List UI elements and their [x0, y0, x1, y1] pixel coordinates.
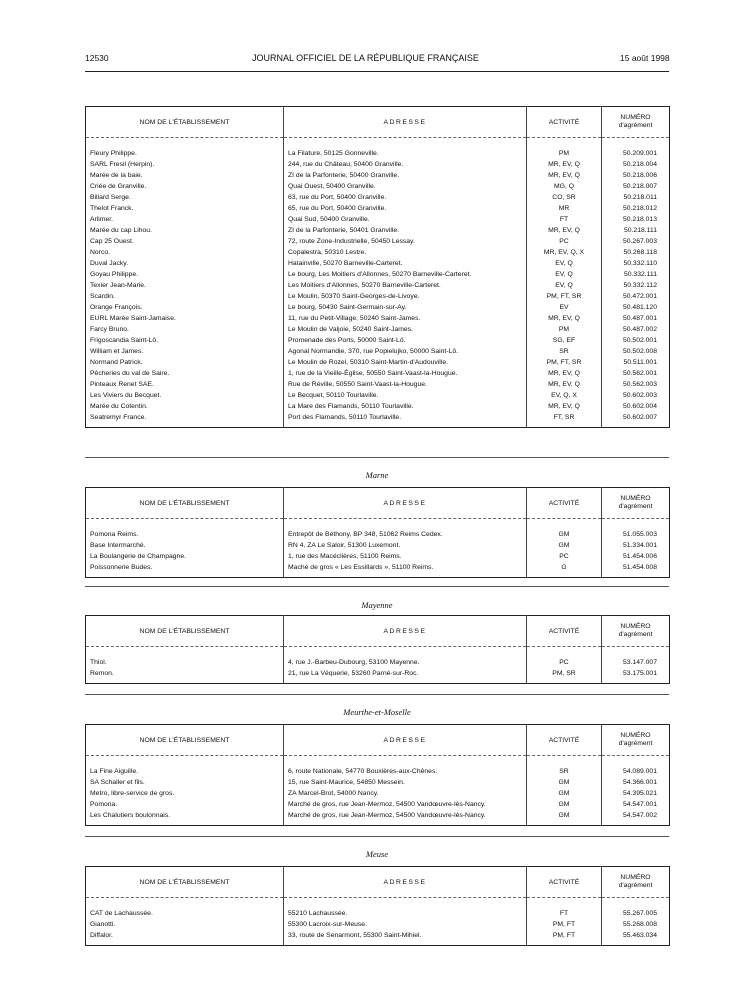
establishments-table	[85, 724, 670, 826]
establishment-name: Pinteaux Renet SAE.	[90, 381, 154, 388]
establishment-activity: MR, EV, Q	[527, 379, 602, 390]
approval-number: 50.218.111	[602, 225, 670, 236]
establishment-activity: PM	[527, 324, 602, 335]
table-row	[86, 401, 670, 412]
approval-number: 50.332.110	[602, 258, 670, 269]
establishment-name: Marée du cap Lihou.	[90, 227, 152, 234]
establishment-address: RN 4, ZA Le Saloir, 51300 Luxemont.	[284, 540, 527, 551]
approval-number: 50.481.120	[602, 302, 670, 313]
approval-number: 50.502.001	[602, 335, 670, 346]
approval-number: 50.602.007	[602, 412, 670, 423]
table-row	[86, 412, 670, 423]
table-row	[86, 799, 670, 810]
section-title: Marne	[365, 470, 389, 480]
column-header-name: NOM DE L'ÉTABLISSEMENT	[86, 867, 284, 898]
establishment-activity: FT, SR	[527, 412, 602, 423]
establishment-name: Gianotti.	[90, 921, 116, 928]
column-header-number-line2: d'agrément	[618, 503, 653, 510]
establishment-name: La Boulangerie de Champagne.	[90, 553, 186, 560]
column-header-number	[602, 616, 670, 647]
column-header-number-line1: NUMÉRO	[620, 114, 651, 121]
establishment-name: Thiol.	[90, 659, 107, 666]
establishments-table	[85, 866, 670, 946]
establishment-address: 33, route de Senarmont, 55300 Saint-Mihiel.	[284, 930, 527, 941]
table-row	[86, 657, 670, 668]
establishment-name: SARL Fresil (Herpin).	[90, 161, 155, 168]
table-row	[86, 668, 670, 679]
establishment-activity: GM	[527, 777, 602, 788]
section-separator	[85, 586, 669, 587]
establishment-activity: CO, SR	[527, 192, 602, 203]
establishment-address: 244, rue du Château, 50400 Granville.	[284, 159, 527, 170]
establishment-name: Orange François.	[90, 304, 143, 311]
column-header-activity: ACTIVITÉ	[527, 616, 602, 647]
establishment-activity: PC	[527, 657, 602, 668]
approval-number: 53.147.007	[602, 657, 670, 668]
establishment-address: Le Becquet, 50110 Tourlaville.	[284, 390, 527, 401]
establishment-activity: PM, FT	[527, 930, 602, 941]
table-row	[86, 390, 670, 401]
establishment-activity: MG, Q	[527, 181, 602, 192]
establishment-address: 63, rue du Port, 50400 Granville.	[284, 192, 527, 203]
establishment-activity: SR	[527, 346, 602, 357]
establishment-name: Les Chalutiers boulonnais.	[90, 812, 171, 819]
table-row	[86, 551, 670, 562]
establishment-name: Texier Jean-Marie.	[90, 282, 146, 289]
table-row	[86, 368, 670, 379]
column-header-address: ADRESSE	[284, 488, 527, 519]
establishment-address: Entrepôt de Béthony, BP 348, 51062 Reims Cedex.	[284, 529, 527, 540]
approval-number: 50.218.007	[602, 181, 670, 192]
establishment-address: Le Moulin de Rozel, 50310 Saint-Martin-d'Audouville.	[284, 357, 527, 368]
table-row	[86, 170, 670, 181]
table-row	[86, 919, 670, 930]
section-separator	[85, 457, 669, 458]
establishment-address: Les Moitiers d'Allonnes, 50270 Barneville-Carteret.	[284, 280, 527, 291]
approval-number: 55.267.005	[602, 908, 670, 919]
establishment-activity: MR, EV, Q	[527, 401, 602, 412]
column-header-address: ADRESSE	[284, 616, 527, 647]
establishment-name: Marée du Cotentin.	[90, 403, 148, 410]
approval-number: 50.218.011	[602, 192, 670, 203]
approval-number: 50.268.118	[602, 247, 670, 258]
establishments-table	[85, 106, 670, 428]
establishment-name: Criée de Granville.	[90, 183, 147, 190]
column-header-number-line2: d'agrément	[618, 631, 653, 638]
establishment-address: 65, rue du Port, 50400 Granville.	[284, 203, 527, 214]
establishment-name: Cap 25 Ouest.	[90, 238, 134, 245]
approval-number: 54.395.021	[602, 788, 670, 799]
approval-number: 50.332.111	[602, 269, 670, 280]
table-row	[86, 203, 670, 214]
column-header-activity: ACTIVITÉ	[527, 488, 602, 519]
approval-number: 51.454.006	[602, 551, 670, 562]
establishment-activity: PM	[527, 148, 602, 159]
approval-number: 54.547.001	[602, 799, 670, 810]
establishment-activity: PM, FT, SR	[527, 291, 602, 302]
establishment-address: 11, rue du Petit-Village, 50240 Saint-James.	[284, 313, 527, 324]
approval-number: 55.463.034	[602, 930, 670, 941]
establishment-address: La Mare des Flamands, 50110 Tourlaville.	[284, 401, 527, 412]
establishment-activity: GM	[527, 788, 602, 799]
table-row	[86, 562, 670, 573]
table-row	[86, 181, 670, 192]
table-row	[86, 236, 670, 247]
establishment-name: Normand Patrick.	[90, 359, 143, 366]
establishment-name: Poissonnerie Budes.	[90, 564, 153, 571]
establishment-address: 1, rue de la Vieille-Église, 50550 Saint-Vaast-la-Hougue.	[284, 368, 527, 379]
table-row	[86, 280, 670, 291]
column-header-number-line1: NUMÉRO	[620, 732, 651, 739]
establishment-name: Remon.	[90, 670, 114, 677]
approval-number: 55.268.008	[602, 919, 670, 930]
column-header-number	[602, 725, 670, 756]
establishment-activity: SR	[527, 766, 602, 777]
approval-number: 50.511.001	[602, 357, 670, 368]
establishment-address: Port des Flamands, 50110 Tourlaville.	[284, 412, 527, 423]
column-header-number	[602, 488, 670, 519]
approval-number: 50.562.003	[602, 379, 670, 390]
establishment-activity: MR, EV, Q	[527, 313, 602, 324]
table-row	[86, 324, 670, 335]
table-row	[86, 225, 670, 236]
section-title: Mayenne	[361, 600, 393, 610]
establishment-activity: EV	[527, 302, 602, 313]
column-header-number-line1: NUMÉRO	[620, 495, 651, 502]
establishment-activity: MR, EV, Q, X	[527, 247, 602, 258]
approval-number: 50.218.006	[602, 170, 670, 181]
section-title: Meuse	[365, 849, 389, 859]
table-row	[86, 930, 670, 941]
approval-number: 50.562.001	[602, 368, 670, 379]
table-header-row	[86, 616, 670, 647]
establishment-name: La Fine Aiguille.	[90, 768, 138, 775]
establishment-activity: MR, EV, Q	[527, 170, 602, 181]
approval-number: 50.209.001	[602, 148, 670, 159]
establishment-name: Fleury Philippe.	[90, 150, 137, 157]
journal-title: JOURNAL OFFICIEL DE LA RÉPUBLIQUE FRANÇAISE	[252, 53, 479, 63]
establishment-name: SA Schaller et fils.	[90, 779, 145, 786]
table-row	[86, 192, 670, 203]
column-header-number-line1: NUMÉRO	[620, 623, 651, 630]
establishment-address: Agonal Normandie, 370, rue Popielujko, 50000 Saint-Lô.	[284, 346, 527, 357]
approval-number: 51.055.003	[602, 529, 670, 540]
establishment-address: Copalestra, 50310 Lestre.	[284, 247, 527, 258]
establishment-activity: PM, FT	[527, 919, 602, 930]
establishment-name: Goyau Philippe.	[90, 271, 138, 278]
establishment-activity: MR, EV, Q	[527, 225, 602, 236]
establishment-name: Seatremyr France.	[90, 414, 147, 421]
table-row	[86, 302, 670, 313]
establishment-activity: PC	[527, 551, 602, 562]
column-header-name: NOM DE L'ÉTABLISSEMENT	[86, 616, 284, 647]
establishment-address: Le Moulin de Valjoie, 50240 Saint-James.	[284, 324, 527, 335]
establishment-name: Metro, libre-service de gros.	[90, 790, 175, 797]
header-rule	[85, 71, 669, 72]
establishment-address: Le bourg, Les Moitiers d'Allonnes, 50270 Barneville-Carteret.	[284, 269, 527, 280]
column-header-name: NOM DE L'ÉTABLISSEMENT	[86, 107, 284, 138]
establishment-address: La Filature, 50125 Gonneville.	[284, 148, 527, 159]
establishment-address: 55300 Lacroix-sur-Meuse.	[284, 919, 527, 930]
column-header-number-line2: d'agrément	[618, 882, 653, 889]
establishment-activity: MR, EV, Q	[527, 159, 602, 170]
approval-number: 50.332.112	[602, 280, 670, 291]
establishment-name: Pêcheries du val de Saire.	[90, 370, 170, 377]
table-row	[86, 908, 670, 919]
table-row	[86, 777, 670, 788]
establishment-activity: PM, FT, SR	[527, 357, 602, 368]
establishment-name: Diffalor.	[90, 932, 113, 939]
approval-number: 53.175.001	[602, 668, 670, 679]
table-header-row	[86, 725, 670, 756]
approval-number: 54.089.001	[602, 766, 670, 777]
establishment-name: Duval Jacky.	[90, 260, 129, 267]
establishment-address: Le bourg, 50430 Saint-Germain-sur-Ay.	[284, 302, 527, 313]
establishment-name: William et James.	[90, 348, 144, 355]
establishment-activity: PC	[527, 236, 602, 247]
table-row	[86, 291, 670, 302]
approval-number: 50.502.008	[602, 346, 670, 357]
section-title: Meurthe-et-Moselle	[343, 707, 411, 717]
approval-number: 50.267.003	[602, 236, 670, 247]
table-row	[86, 346, 670, 357]
table-row	[86, 269, 670, 280]
column-header-number-line2: d'agrément	[618, 122, 653, 129]
establishment-activity: MR, EV, Q	[527, 368, 602, 379]
table-row	[86, 258, 670, 269]
establishment-address: ZA Marcel-Brot, 54000 Nancy.	[284, 788, 527, 799]
establishment-name: Billard Serge.	[90, 194, 131, 201]
establishment-address: Promenade des Ports, 50000 Saint-Lô.	[284, 335, 527, 346]
establishment-address: Rue de Réville, 50550 Saint-Vaast-la-Hougue.	[284, 379, 527, 390]
approval-number: 50.487.001	[602, 313, 670, 324]
approval-number: 50.218.012	[602, 203, 670, 214]
column-header-activity: ACTIVITÉ	[527, 107, 602, 138]
column-header-name: NOM DE L'ÉTABLISSEMENT	[86, 725, 284, 756]
column-header-activity: ACTIVITÉ	[527, 867, 602, 898]
establishment-address: Marché de gros, rue Jean-Mermoz, 54500 Vandœuvre-lès-Nancy.	[284, 799, 527, 810]
establishment-address: 72, route Zone-Industrielle, 50450 Lessay.	[284, 236, 527, 247]
column-header-address: ADRESSE	[284, 867, 527, 898]
table-row	[86, 379, 670, 390]
establishment-address: Quai Sud, 50400 Granville.	[284, 214, 527, 225]
establishment-address: Hatainville, 50270 Barneville-Carteret.	[284, 258, 527, 269]
section-separator	[85, 694, 669, 695]
establishment-activity: MR	[527, 203, 602, 214]
establishment-activity: GM	[527, 810, 602, 821]
establishment-activity: EV, Q	[527, 258, 602, 269]
approval-number: 50.602.003	[602, 390, 670, 401]
establishment-activity: GM	[527, 529, 602, 540]
table-header-row	[86, 867, 670, 898]
establishments-table	[85, 615, 670, 684]
establishment-address: Le Moulin, 50370 Saint-Georges-de-Livoye.	[284, 291, 527, 302]
column-header-number	[602, 867, 670, 898]
establishment-address: Marché de gros, rue Jean-Mermoz, 54500 Vandœuvre-lès-Nancy.	[284, 810, 527, 821]
establishment-name: Norco.	[90, 249, 111, 256]
table-row	[86, 214, 670, 225]
page-header	[0, 53, 731, 67]
establishments-table	[85, 487, 670, 578]
establishment-activity: SG, EF	[527, 335, 602, 346]
table-row	[86, 810, 670, 821]
table-row	[86, 540, 670, 551]
establishment-address: 15, rue Saint-Maurice, 54850 Messein.	[284, 777, 527, 788]
establishment-name: Thelot Franck.	[90, 205, 134, 212]
table-row	[86, 148, 670, 159]
table-row	[86, 766, 670, 777]
establishment-activity: FT	[527, 908, 602, 919]
column-header-number-line2: d'agrément	[618, 740, 653, 747]
approval-number: 50.218.013	[602, 214, 670, 225]
approval-number: 54.366.001	[602, 777, 670, 788]
approval-number: 54.547.002	[602, 810, 670, 821]
table-row	[86, 335, 670, 346]
issue-date: 15 août 1998	[620, 53, 670, 63]
establishment-name: Pomona Reims.	[90, 531, 139, 538]
table-header-row	[86, 488, 670, 519]
establishment-activity: EV, Q	[527, 280, 602, 291]
approval-number: 50.218.004	[602, 159, 670, 170]
establishment-activity: G	[527, 562, 602, 573]
establishment-name: EURL Marée Saint-Jamaise.	[90, 315, 176, 322]
establishment-activity: GM	[527, 799, 602, 810]
column-header-address: ADRESSE	[284, 725, 527, 756]
approval-number: 50.487.002	[602, 324, 670, 335]
establishment-name: Scardin.	[90, 293, 115, 300]
page-number: 12530	[85, 53, 109, 63]
table-row	[86, 357, 670, 368]
column-header-number-line1: NUMÉRO	[620, 874, 651, 881]
column-header-address: ADRESSE	[284, 107, 527, 138]
approval-number: 50.602.004	[602, 401, 670, 412]
establishment-name: CAT de Lachaussée.	[90, 910, 153, 917]
establishment-address: ZI de la Parfonterie, 50400 Granville.	[284, 170, 527, 181]
establishment-activity: GM	[527, 540, 602, 551]
establishment-activity: EV, Q, X	[527, 390, 602, 401]
table-header-row	[86, 107, 670, 138]
table-row	[86, 247, 670, 258]
establishment-name: Base Intermarché.	[90, 542, 146, 549]
column-header-name: NOM DE L'ÉTABLISSEMENT	[86, 488, 284, 519]
table-row	[86, 159, 670, 170]
approval-number: 51.334.001	[602, 540, 670, 551]
establishment-address: ZI de la Parfonterie, 50401 Granville.	[284, 225, 527, 236]
establishment-activity: EV, Q	[527, 269, 602, 280]
establishment-address: Maché de gros « Les Essillards », 51100 Reims.	[284, 562, 527, 573]
column-header-number	[602, 107, 670, 138]
establishment-address: Quai Ouest, 50400 Granville.	[284, 181, 527, 192]
establishment-address: 4, rue J.-Barbeu-Dubourg, 53100 Mayenne.	[284, 657, 527, 668]
establishment-activity: FT	[527, 214, 602, 225]
table-row	[86, 529, 670, 540]
establishment-name: Arlimer.	[90, 216, 114, 223]
table-row	[86, 313, 670, 324]
section-separator	[85, 836, 669, 837]
approval-number: 51.454.008	[602, 562, 670, 573]
approval-number: 50.472.001	[602, 291, 670, 302]
establishment-address: 6, route Nationale, 54770 Bouxières-aux-Chênes.	[284, 766, 527, 777]
establishment-name: Frigoscandia Saint-Lô.	[90, 337, 159, 344]
establishment-address: 55210 Lachaussée.	[284, 908, 527, 919]
column-header-activity: ACTIVITÉ	[527, 725, 602, 756]
establishment-name: Farcy Bruno.	[90, 326, 129, 333]
table-row	[86, 788, 670, 799]
establishment-address: 1, rue des Macéclières, 51100 Reims.	[284, 551, 527, 562]
establishment-name: Marée de la baie.	[90, 172, 143, 179]
establishment-name: Pomona.	[90, 801, 118, 808]
establishment-address: 21, rue La Véquerie, 53260 Parné-sur-Roc.	[284, 668, 527, 679]
establishment-activity: PM, SR	[527, 668, 602, 679]
establishment-name: Les Viviers du Becquet.	[90, 392, 162, 399]
